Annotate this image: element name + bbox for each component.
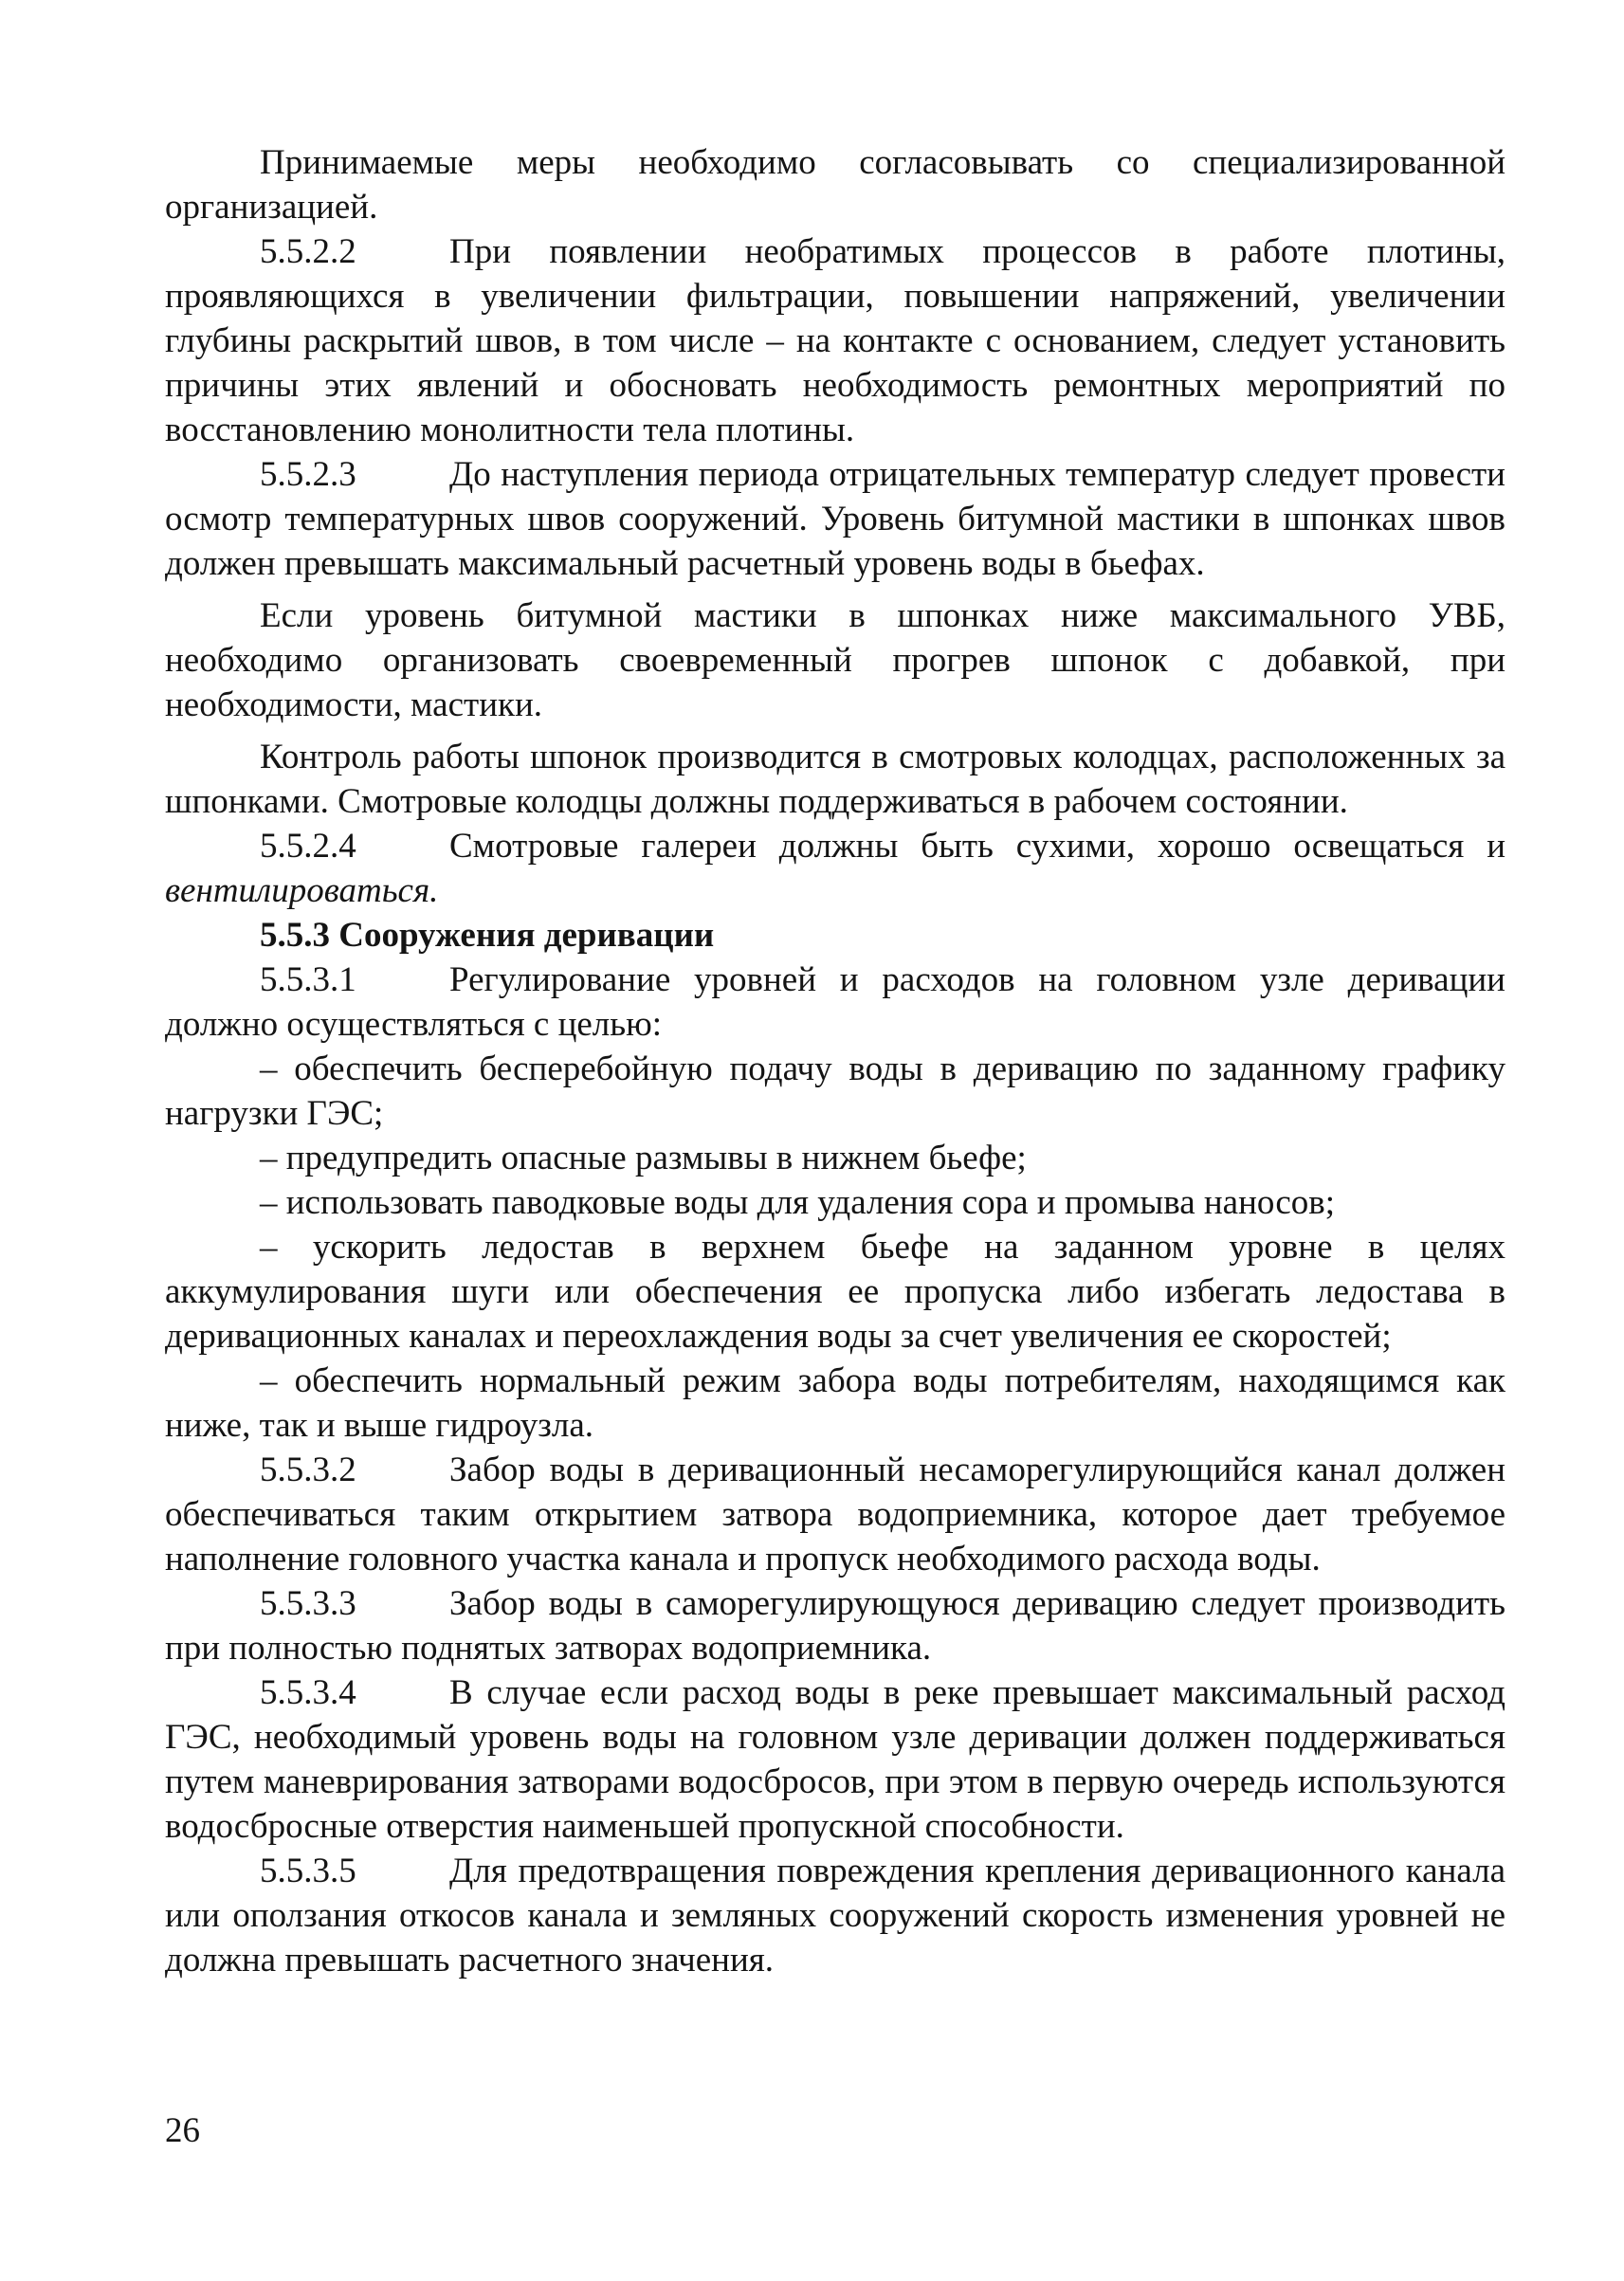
list-item: – предупредить опасные размывы в нижнем бьефе; xyxy=(260,1139,1027,1177)
paragraph-5-5-2-3 xyxy=(165,452,1505,586)
clause-text: Забор воды в деривационный несаморегулирующийся канал должен обеспечиваться таким открытием затвора водоприемника, которое дает требуемое наполнение головного участка канала и пропуск необходимого расхода воды. xyxy=(165,1451,1505,1578)
clause-number: 5.5.3.5 xyxy=(260,1852,356,1890)
clause-text: Смотровые галереи должны быть сухими, хорошо освещаться и xyxy=(449,827,1505,866)
clause-text: Для предотвращения повреждения крепления деривационного канала или оползания откосов канала и земляных сооружений скорость изменения уровней не должна превышать расчетного значения. xyxy=(165,1852,1505,1980)
paragraph-5-5-3-1 xyxy=(165,958,1505,1047)
clause-number: 5.5.3.3 xyxy=(260,1584,356,1623)
paragraph: Контроль работы шпонок производится в смотровых колодцах, расположенных за шпонками. Смотровые колодцы должны поддерживаться в рабочем состоянии. xyxy=(165,738,1505,821)
clause-text: При появлении необратимых процессов в работе плотины, проявляющихся в увеличении фильтрации, повышении напряжений, увеличении глубины раскрытий швов, в том числе – на контакте с основанием, следует установить причины этих явлений и обосновать необходимость ремонтных мероприятий по восстановлению монолитности тела плотины. xyxy=(165,232,1505,449)
paragraph: Если уровень битумной мастики в шпонках ниже максимального УВБ, необходимо организовать своевременный прогрев шпонок с добавкой, при необходимости, мастики. xyxy=(165,596,1505,724)
list-item: – обеспечить нормальный режим забора воды потребителям, находящимся как ниже, так и выше гидроузла. xyxy=(165,1361,1505,1445)
clause-text: Забор воды в саморегулирующуюся деривацию следует производить при полностью поднятых затворах водоприемника. xyxy=(165,1584,1505,1668)
paragraph-5-5-3-3 xyxy=(165,1581,1505,1670)
list-item: – обеспечить бесперебойную подачу воды в деривацию по заданному графику нагрузки ГЭС; xyxy=(165,1049,1505,1133)
paragraph: Принимаемые меры необходимо согласовывать со специализированной организацией. xyxy=(165,143,1505,227)
paragraph-5-5-3-4 xyxy=(165,1670,1505,1849)
clause-text: В случае если расход воды в реке превышает максимальный расход ГЭС, необходимый уровень воды на головном узле деривации должен поддерживаться путем маневрирования затворами водосбросов, при этом в первую очередь используются водосбросные отверстия наименьшей пропускной способности. xyxy=(165,1673,1505,1846)
clause-number: 5.5.2.3 xyxy=(260,455,356,494)
list-item: – ускорить ледостав в верхнем бьефе на заданном уровне в целях аккумулирования шуги или обеспечения ее пропуска либо избегать ледостава в деривационных каналах и переохлаждения воды за счет увеличения ее скоростей; xyxy=(165,1228,1505,1356)
clause-number: 5.5.3.1 xyxy=(260,960,356,999)
clause-text: Регулирование уровней и расходов на головном узле деривации должно осуществляться с целью: xyxy=(165,960,1505,1044)
clause-text-italic: вентилироваться. xyxy=(165,871,439,910)
section-heading: 5.5.3 Сооружения деривации xyxy=(260,916,715,955)
clause-number: 5.5.3.4 xyxy=(260,1673,356,1712)
list-item: – использовать паводковые воды для удаления сора и промыва наносов; xyxy=(260,1183,1335,1222)
paragraph-5-5-2-4 xyxy=(165,824,1505,913)
paragraph-5-5-3-5 xyxy=(165,1849,1505,1982)
clause-number: 5.5.2.4 xyxy=(260,827,356,866)
paragraph-5-5-3-2 xyxy=(165,1448,1505,1581)
clause-number: 5.5.2.2 xyxy=(260,232,356,271)
page-number: 26 xyxy=(165,2111,200,2150)
clause-text: До наступления периода отрицательных температур следует провести осмотр температурных швов сооружений. Уровень битумной мастики в шпонках швов должен превышать максимальный расчетный уровень воды в бьефах. xyxy=(165,455,1505,583)
paragraph-5-5-2-2 xyxy=(165,229,1505,452)
clause-number: 5.5.3.2 xyxy=(260,1451,356,1489)
document-page xyxy=(165,140,1505,1982)
